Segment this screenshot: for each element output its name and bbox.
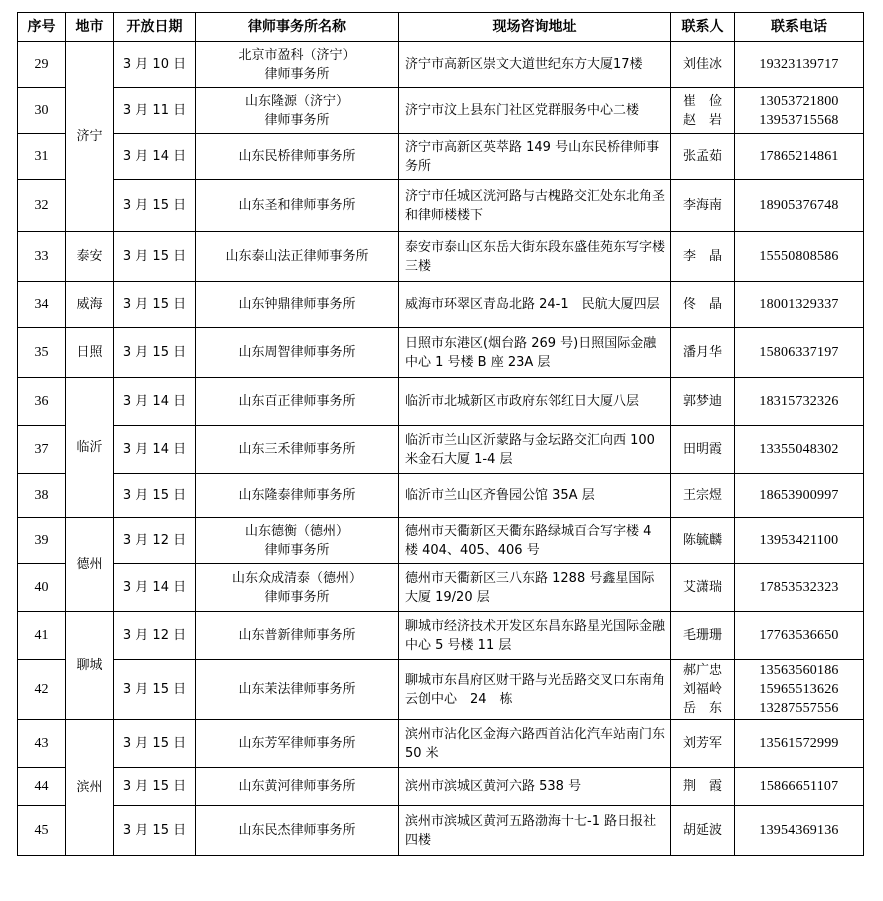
law-firm-name-line: 律师事务所: [264, 66, 330, 82]
law-firm-name: [196, 660, 399, 720]
contact-person: [671, 474, 735, 518]
contact-phone-line: 15806337197: [759, 345, 839, 360]
contact-phone-line: 18315732326: [759, 394, 839, 409]
law-firm-name: [196, 282, 399, 328]
contact-phone-line: 13953421100: [759, 533, 839, 548]
row-number: 40: [18, 564, 66, 612]
contact-phone: [735, 474, 864, 518]
contact-person: [671, 720, 735, 768]
table-row: [18, 232, 864, 282]
city-cell: 聊城: [66, 612, 114, 720]
contact-phone-line: 15965513626: [759, 682, 839, 697]
contact-person: [671, 426, 735, 474]
law-firm-name-line: 律师事务所: [264, 542, 330, 558]
table-row: [18, 180, 864, 232]
law-firm-name-line: 山东民桥律师事务所: [238, 149, 356, 164]
header-row: [18, 13, 864, 42]
law-firm-name: [196, 42, 399, 88]
table-row: [18, 768, 864, 806]
open-date: 3 月 15 日: [114, 180, 196, 232]
law-firm-name: [196, 88, 399, 134]
contact-phone-line: 13561572999: [759, 736, 839, 751]
law-firm-name: [196, 134, 399, 180]
city-cell: 威海: [66, 282, 114, 328]
contact-phone: [735, 378, 864, 426]
contact-person: [671, 42, 735, 88]
law-firm-name-line: 律师事务所: [264, 589, 330, 605]
open-date: 3 月 15 日: [114, 232, 196, 282]
contact-phone: [735, 328, 864, 378]
contact-phone-line: 18653900997: [759, 488, 839, 503]
city-cell: 滨州: [66, 720, 114, 856]
consult-address: 济宁市高新区崇文大道世纪东方大厦17楼: [399, 42, 671, 88]
consult-address: 聊城市东昌府区财干路与光岳路交叉口东南角云创中心 24 栋: [399, 660, 671, 720]
law-firm-name: [196, 612, 399, 660]
law-firm-name-line: 山东隆泰律师事务所: [238, 488, 356, 503]
header-no: 序号: [18, 13, 66, 42]
law-firm-name-line: 山东民杰律师事务所: [238, 823, 356, 838]
contact-phone: [735, 134, 864, 180]
consult-address: 济宁市任城区洸河路与古槐路交汇处东北角圣和律师楼楼下: [399, 180, 671, 232]
city-cell: 德州: [66, 518, 114, 612]
contact-phone: [735, 42, 864, 88]
contact-person-line: 刘佳冰: [682, 57, 722, 72]
contact-phone: [735, 232, 864, 282]
header-date: 开放日期: [114, 13, 196, 42]
contact-person-line: 田明霞: [682, 442, 722, 457]
contact-person: [671, 518, 735, 564]
open-date: 3 月 11 日: [114, 88, 196, 134]
row-number: 45: [18, 806, 66, 856]
city-cell: 泰安: [66, 232, 114, 282]
table-row: [18, 378, 864, 426]
consult-address: 威海市环翠区青岛北路 24-1 民航大厦四层: [399, 282, 671, 328]
contact-person-line: 李海南: [682, 198, 722, 213]
contact-person-line: 艾潇瑞: [682, 580, 722, 595]
table-row: [18, 426, 864, 474]
open-date: 3 月 14 日: [114, 378, 196, 426]
contact-person: [671, 88, 735, 134]
table-row: [18, 134, 864, 180]
open-date: 3 月 15 日: [114, 474, 196, 518]
contact-person: [671, 378, 735, 426]
law-firm-name: [196, 328, 399, 378]
contact-person: [671, 612, 735, 660]
law-firm-name-line: 山东三禾律师事务所: [238, 442, 356, 457]
contact-person-line: 毛珊珊: [682, 628, 722, 643]
law-firm-name: [196, 806, 399, 856]
contact-person-line: 王宗煜: [682, 488, 722, 503]
consult-address: 临沂市兰山区齐鲁园公馆 35A 层: [399, 474, 671, 518]
contact-person-line: 张孟茹: [682, 149, 722, 164]
consult-schedule-table: [17, 12, 864, 856]
contact-person-line: 潘月华: [682, 345, 722, 360]
contact-person-line: 刘芳军: [682, 736, 722, 751]
table-body: [18, 42, 864, 856]
contact-phone-line: 19323139717: [759, 57, 839, 72]
contact-phone: [735, 768, 864, 806]
law-firm-name-line: 山东钟鼎律师事务所: [238, 297, 356, 312]
row-number: 30: [18, 88, 66, 134]
table-row: [18, 660, 864, 720]
contact-person-line: 郭梦迪: [682, 394, 722, 409]
law-firm-name-line: 山东圣和律师事务所: [238, 198, 356, 213]
row-number: 34: [18, 282, 66, 328]
consult-address: 临沂市北城新区市政府东邻红日大厦八层: [399, 378, 671, 426]
law-firm-name-line: 北京市盈科（济宁）: [238, 47, 356, 63]
law-firm-name-line: 山东隆源（济宁）: [244, 93, 349, 109]
consult-address: 德州市天衢新区天衢东路绿城百合写字楼 4 楼 404、405、406 号: [399, 518, 671, 564]
row-number: 42: [18, 660, 66, 720]
contact-phone-line: 17865214861: [759, 149, 839, 164]
contact-person: [671, 180, 735, 232]
row-number: 44: [18, 768, 66, 806]
contact-phone-line: 13954369136: [759, 823, 839, 838]
contact-phone-line: 13355048302: [759, 442, 839, 457]
table-row: [18, 88, 864, 134]
table-row: [18, 612, 864, 660]
contact-person-line: 陈毓麟: [682, 533, 722, 548]
contact-phone: [735, 88, 864, 134]
header-phone: 联系电话: [735, 13, 864, 42]
open-date: 3 月 10 日: [114, 42, 196, 88]
table-row: [18, 282, 864, 328]
law-firm-name-line: 山东茉法律师事务所: [238, 682, 356, 697]
law-firm-name-line: 山东德衡（德州）: [244, 523, 349, 539]
row-number: 43: [18, 720, 66, 768]
contact-person: [671, 328, 735, 378]
row-number: 41: [18, 612, 66, 660]
open-date: 3 月 15 日: [114, 660, 196, 720]
row-number: 29: [18, 42, 66, 88]
open-date: 3 月 15 日: [114, 720, 196, 768]
contact-phone-line: 17853532323: [759, 580, 839, 595]
contact-person-line: 刘福岭: [682, 682, 722, 697]
open-date: 3 月 15 日: [114, 282, 196, 328]
consult-address: 滨州市滨城区黄河五路渤海十七-1 路日报社四楼: [399, 806, 671, 856]
law-firm-name: [196, 180, 399, 232]
city-cell: 临沂: [66, 378, 114, 518]
table-row: [18, 518, 864, 564]
contact-phone-line: 18001329337: [759, 297, 839, 312]
law-firm-name: [196, 232, 399, 282]
header-address: 现场咨询地址: [399, 13, 671, 42]
law-firm-name-line: 山东普新律师事务所: [238, 628, 356, 643]
contact-phone-line: 13563560186: [759, 663, 839, 678]
consult-address: 滨州市沾化区金海六路西首沾化汽车站南门东 50 米: [399, 720, 671, 768]
consult-address: 济宁市高新区英萃路 149 号山东民桥律师事务所: [399, 134, 671, 180]
open-date: 3 月 14 日: [114, 134, 196, 180]
consult-address: 泰安市泰山区东岳大街东段东盛佳苑东写字楼三楼: [399, 232, 671, 282]
contact-phone: [735, 660, 864, 720]
row-number: 38: [18, 474, 66, 518]
law-firm-name: [196, 720, 399, 768]
contact-person: [671, 768, 735, 806]
city-cell: 日照: [66, 328, 114, 378]
law-firm-name: [196, 474, 399, 518]
header-contact: 联系人: [671, 13, 735, 42]
consult-address: 滨州市滨城区黄河六路 538 号: [399, 768, 671, 806]
row-number: 36: [18, 378, 66, 426]
law-firm-name-line: 山东众成清泰（德州）: [231, 570, 362, 586]
table-row: [18, 328, 864, 378]
contact-person-line: 胡延波: [682, 823, 722, 838]
row-number: 33: [18, 232, 66, 282]
law-firm-name: [196, 768, 399, 806]
contact-person: [671, 134, 735, 180]
row-number: 39: [18, 518, 66, 564]
contact-phone-line: 13953715568: [759, 112, 839, 128]
law-firm-name: [196, 564, 399, 612]
consult-address: 德州市天衢新区三八东路 1288 号鑫星国际大厦 19/20 层: [399, 564, 671, 612]
contact-phone-line: 17763536650: [759, 628, 839, 643]
row-number: 31: [18, 134, 66, 180]
law-firm-name-line: 山东泰山法正律师事务所: [225, 249, 369, 264]
law-firm-name-line: 山东黄河律师事务所: [238, 779, 356, 794]
open-date: 3 月 15 日: [114, 806, 196, 856]
contact-person: [671, 806, 735, 856]
contact-phone: [735, 806, 864, 856]
contact-phone-line: 15550808586: [759, 249, 839, 264]
contact-person-line: 岳 东: [682, 701, 722, 716]
open-date: 3 月 14 日: [114, 564, 196, 612]
table-row: [18, 42, 864, 88]
contact-phone-line: 13053721800: [759, 93, 839, 109]
contact-phone: [735, 720, 864, 768]
contact-person-line: 佟 晶: [682, 297, 722, 312]
law-firm-name-line: 律师事务所: [264, 112, 330, 128]
open-date: 3 月 15 日: [114, 768, 196, 806]
contact-phone-line: 13287557556: [759, 701, 839, 716]
contact-phone: [735, 518, 864, 564]
table-row: [18, 720, 864, 768]
contact-person-line: 李 晶: [682, 249, 722, 264]
law-firm-name: [196, 378, 399, 426]
row-number: 37: [18, 426, 66, 474]
law-firm-name: [196, 426, 399, 474]
contact-phone: [735, 282, 864, 328]
header-city: 地市: [66, 13, 114, 42]
open-date: 3 月 12 日: [114, 518, 196, 564]
contact-phone: [735, 612, 864, 660]
open-date: 3 月 14 日: [114, 426, 196, 474]
contact-phone-line: 15866651107: [759, 779, 839, 794]
contact-phone: [735, 180, 864, 232]
consult-address: 临沂市兰山区沂蒙路与金坛路交汇向西 100 米金石大厦 1-4 层: [399, 426, 671, 474]
city-cell: 济宁: [66, 42, 114, 232]
open-date: 3 月 15 日: [114, 328, 196, 378]
law-firm-name-line: 山东百正律师事务所: [238, 394, 356, 409]
consult-address: 日照市东港区(烟台路 269 号)日照国际金融中心 1 号楼 B 座 23A 层: [399, 328, 671, 378]
open-date: 3 月 12 日: [114, 612, 196, 660]
consult-address: 济宁市汶上县东门社区党群服务中心二楼: [399, 88, 671, 134]
consult-address: 聊城市经济技术开发区东昌东路星光国际金融中心 5 号楼 11 层: [399, 612, 671, 660]
contact-person-line: 郝广忠: [682, 663, 722, 678]
contact-person: [671, 660, 735, 720]
law-firm-name-line: 山东芳军律师事务所: [238, 736, 356, 751]
row-number: 32: [18, 180, 66, 232]
table-row: [18, 474, 864, 518]
contact-phone: [735, 426, 864, 474]
row-number: 35: [18, 328, 66, 378]
law-firm-name: [196, 518, 399, 564]
contact-person: [671, 232, 735, 282]
law-firm-name-line: 山东周智律师事务所: [238, 345, 356, 360]
contact-person-line: 赵 岩: [682, 112, 722, 128]
table-row: [18, 806, 864, 856]
contact-person-line: 荆 霞: [682, 779, 722, 794]
contact-person-line: 崔 俭: [682, 93, 722, 109]
contact-phone: [735, 564, 864, 612]
table-row: [18, 564, 864, 612]
contact-person: [671, 564, 735, 612]
contact-phone-line: 18905376748: [759, 198, 839, 213]
header-firm: 律师事务所名称: [196, 13, 399, 42]
contact-person: [671, 282, 735, 328]
